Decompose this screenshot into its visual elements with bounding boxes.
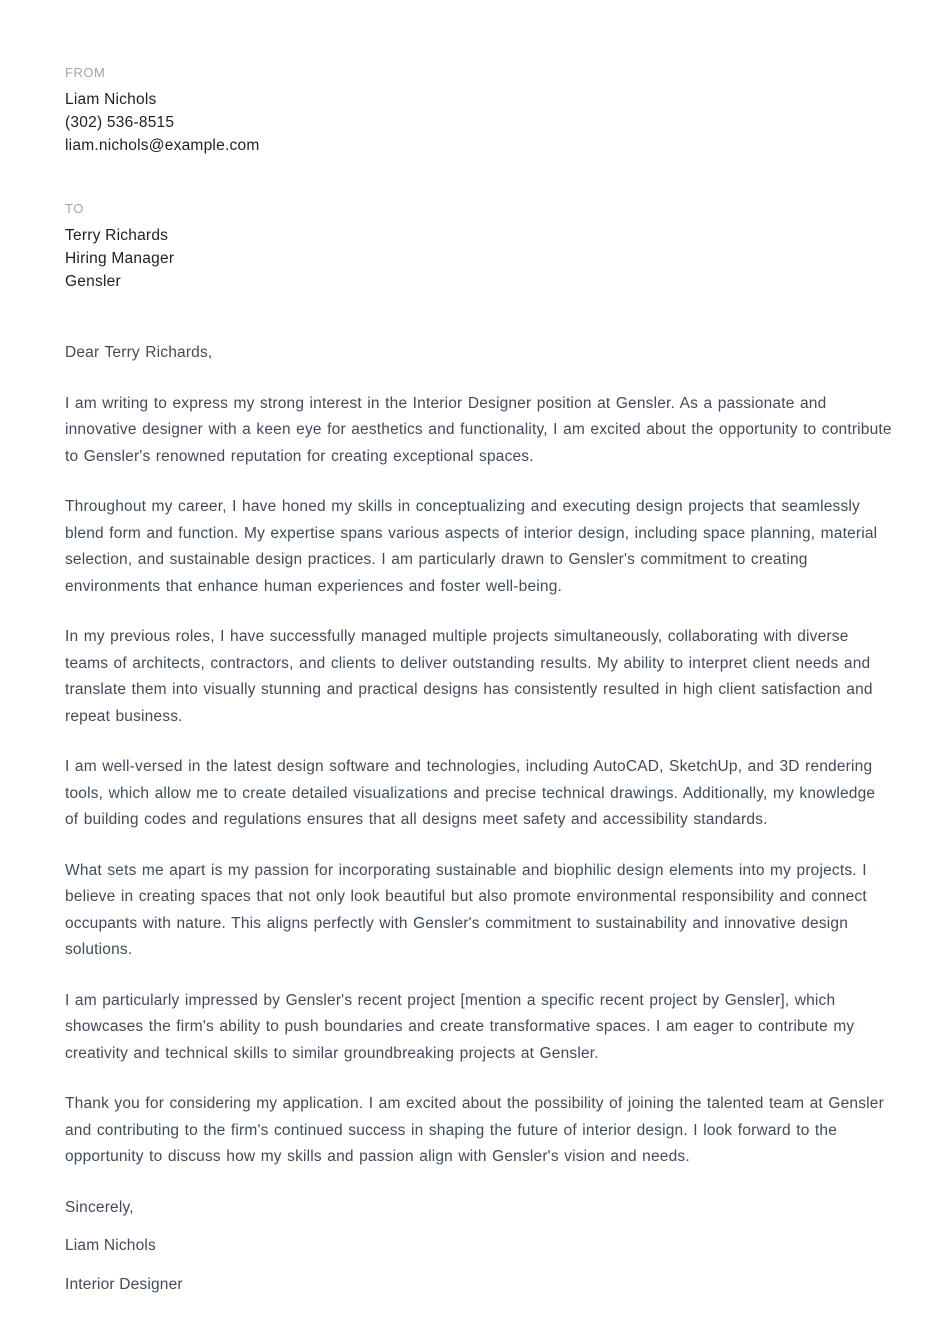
closing: Sincerely, bbox=[65, 1198, 134, 1216]
letter-body bbox=[65, 340, 892, 1298]
letter-paragraph: I am well-versed in the latest design software and technologies, including AutoCAD, SketchUp, and 3D rendering tools, which allow me to create detailed visualizations and precise technical drawings. Additionally, my knowledge of building codes and regulations ensures that all designs meet safety and accessibility standards. bbox=[65, 758, 876, 828]
from-block bbox=[65, 64, 892, 157]
letter-paragraphs bbox=[65, 391, 892, 1171]
to-label: TO bbox=[65, 201, 84, 216]
letter-paragraph: I am particularly impressed by Gensler's recent project [mention a specific recent project by Gensler], which showcases the firm's ability to push boundaries and create transformative spaces. I am eager to contribute my creativity and technical skills to similar groundbreaking projects at Gensler. bbox=[65, 991, 855, 1062]
sender-email: liam.nichols@example.com bbox=[65, 137, 260, 154]
recipient-name: Terry Richards bbox=[65, 227, 169, 244]
letter-paragraph: Thank you for considering my application. I am excited about the possibility of joining the talented team at Gensler and contributing to the firm's continued success in shaping the future of interior design. I look forward to the opportunity to discuss how my skills and passion align with Gensler's vision and needs. bbox=[65, 1095, 884, 1165]
letter-paragraph: Throughout my career, I have honed my skills in conceptualizing and executing design projects that seamlessly blend form and function. My expertise spans various aspects of interior design, including space planning, material selection, and sustainable design practices. I am particularly drawn to Gensler's commitment to creating environments that enhance human experiences and foster well-being. bbox=[65, 498, 878, 595]
cover-letter-content bbox=[65, 64, 892, 1298]
sender-name: Liam Nichols bbox=[65, 91, 157, 108]
from-label: FROM bbox=[65, 65, 106, 80]
letter-paragraph: What sets me apart is my passion for incorporating sustainable and biophilic design elements into my projects. I believe in creating spaces that not only look beautiful but also promote environmental responsibility and connect occupants with nature. This aligns perfectly with Gensler's commitment to sustainability and innovative design solutions. bbox=[65, 861, 867, 958]
salutation: Dear Terry Richards, bbox=[65, 344, 213, 361]
sender-phone: (302) 536-8515 bbox=[65, 114, 175, 131]
letter-paragraph: I am writing to express my strong interest in the Interior Designer position at Gensler. As a passionate and innovative designer with a keen eye for aesthetics and functionality, I am excited about the opportunity to contribute to Gensler's renowned reputation for creating exceptional spaces. bbox=[65, 394, 892, 465]
letter-paragraph: In my previous roles, I have successfully managed multiple projects simultaneously, collaborating with diverse teams of architects, contractors, and clients to deliver outstanding results. My ability to interpret client needs and translate them into visually stunning and practical designs has consistently resulted in high client satisfaction and repeat business. bbox=[65, 628, 873, 725]
to-block bbox=[65, 200, 892, 293]
signature-name: Liam Nichols bbox=[65, 1237, 156, 1254]
recipient-company: Gensler bbox=[65, 273, 121, 290]
signature-title: Interior Designer bbox=[65, 1275, 183, 1293]
recipient-title: Hiring Manager bbox=[65, 250, 175, 267]
